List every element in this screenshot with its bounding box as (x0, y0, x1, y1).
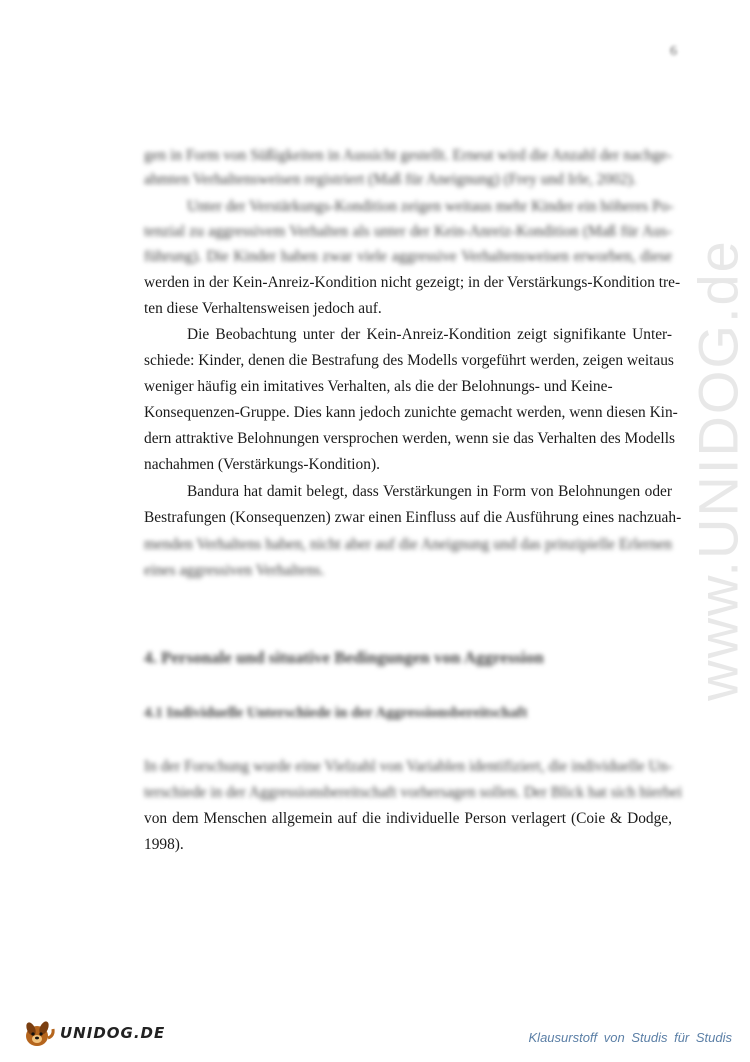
text-line: tenzial zu aggressivem Verhalten als unter der Kein-Anreiz-Kondition (Maß für Aus- (144, 223, 672, 240)
text-line: ten diese Verhaltensweisen jedoch auf. (144, 300, 382, 317)
text-line: Unter der Verstärkungs-Kondition zeigen weitaus mehr Kinder ein höheres Po- (187, 198, 674, 215)
logo-text: UNIDOG.DE (60, 1024, 166, 1042)
text-line: gen in Form von Süßigkeiten in Aussicht gestellt. Erneut wird die Anzahl der nachge- (144, 147, 672, 164)
page-number: 6 (670, 44, 677, 59)
footer-logo[interactable] (22, 1016, 165, 1050)
text-line: dern attraktive Belohnungen versprochen werden, wenn sie das Verhalten des Modells (144, 430, 675, 447)
text-line: eines aggressiven Verhaltens. (144, 562, 325, 579)
footer-tagline: Klausurstoff von Studis für Studis (528, 1030, 732, 1045)
text-line: Bestrafungen (Konsequenzen) zwar einen Einfluss auf die Ausführung eines nachzuah- (144, 509, 682, 526)
text-line: von dem Menschen allgemein auf die individuelle Person verlagert (Coie & Dodge, (144, 810, 672, 827)
text-line: führung). Die Kinder haben zwar viele aggressive Verhaltensweisen erworben, diese (144, 248, 672, 265)
text-line: Die Beobachtung unter der Kein-Anreiz-Kondition zeigt signifikante Unter- (187, 326, 672, 343)
text-line: In der Forschung wurde eine Vielzahl von Variablen identifiziert, die individuelle Un- (144, 758, 673, 775)
text-line: Bandura hat damit belegt, dass Verstärkungen in Form von Belohnungen oder (187, 483, 672, 500)
text-line: werden in der Kein-Anreiz-Kondition nicht gezeigt; in der Verstärkungs-Kondition tre- (144, 274, 681, 291)
text-line: 1998). (144, 836, 184, 853)
text-line: ahmten Verhaltensweisen registriert (Maß für Aneignung) (Frey und Irle, 2002). (144, 171, 637, 188)
watermark: www.UNIDOG.de (686, 239, 750, 701)
subsection-heading: 4.1 Individuelle Unterschiede in der Aggressionsbereitschaft (144, 705, 528, 721)
text-line: weniger häufig ein imitatives Verhalten, als die der Belohnungs- und Keine- (144, 378, 613, 395)
text-line: Konsequenzen-Gruppe. Dies kann jedoch zunichte gemacht werden, wenn diesen Kin- (144, 404, 678, 421)
text-line: schiede: Kinder, denen die Bestrafung des Modells vorgeführt werden, zeigen weitaus (144, 352, 674, 369)
text-line: terschiede in der Aggressionsbereitschaft vorhersagen sollen. Der Blick hat sich hierbei (144, 784, 683, 801)
text-line: menden Verhaltens haben, nicht aber auf die Aneignung und das prinzipielle Erlernen (144, 536, 672, 553)
text-line: nachahmen (Verstärkungs-Kondition). (144, 456, 380, 473)
section-heading: 4. Personale und situative Bedingungen von Aggression (144, 648, 544, 667)
dog-mascot-icon (22, 1016, 56, 1050)
